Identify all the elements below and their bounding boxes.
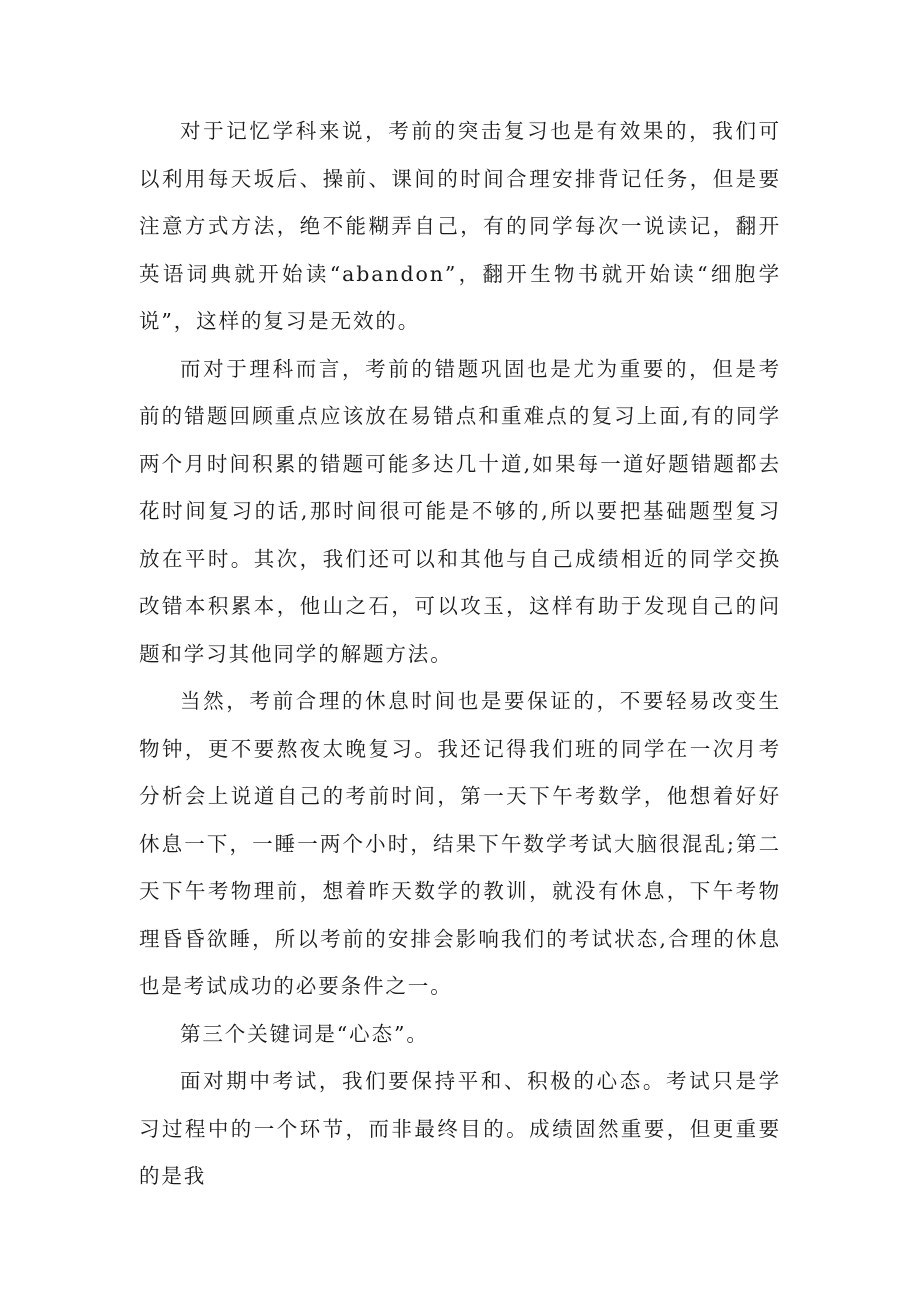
paragraph-rest-time: 当然，考前合理的休息时间也是要保证的，不要轻易改变生物钟，更不要熬夜太晚复习。我还记得我们班的同学在一次月考分析会上说道自己的考前时间，第一天下午考数学，他想着好好休息一下，一睡一两个小时，结果下午数学考试大脑很混乱;第二天下午考物理前，想着昨天数学的教训，就没有休息，下午考物理昏昏欲睡，所以考前的安排会影响我们的考试状态,合理的休息也是考试成功的必要条件之一。: [139, 689, 781, 998]
paragraph-memory-review: 对于记忆学科来说，考前的突击复习也是有效果的，我们可以利用每天坂后、操前、课间的时间合理安排背记任务，但是要注意方式方法，绝不能糊弄自己，有的同学每次一说读记，翻开英语词典就开始读“abandon”，翻开生物书就开始读“细胞学说”，这样的复习是无效的。: [139, 119, 781, 333]
paragraph-science-mistakes: 而对于理科而言，考前的错题巩固也是尤为重要的，但是考前的错题回顾重点应该放在易错点和重难点的复习上面,有的同学两个月时间积累的错题可能多达几十道,如果每一道好题错题都去花时间复习的话,那时间很可能是不够的,所以要把基础题型复习放在平时。其次，我们还可以和其他与自己成绩相近的同学交换改错本积累本，他山之石，可以攻玉，这样有助于发现自己的问题和学习其他同学的解题方法。: [139, 356, 781, 666]
paragraph-keyword-mindset: 第三个关键词是“心态”。: [180, 1021, 429, 1046]
document-body: [139, 108, 781, 1201]
paragraph-exam-attitude: 面对期中考试，我们要保持平和、积极的心态。考试只是学习过程中的一个环节，而非最终目的。成绩固然重要，但更重要的是我: [139, 1069, 781, 1188]
